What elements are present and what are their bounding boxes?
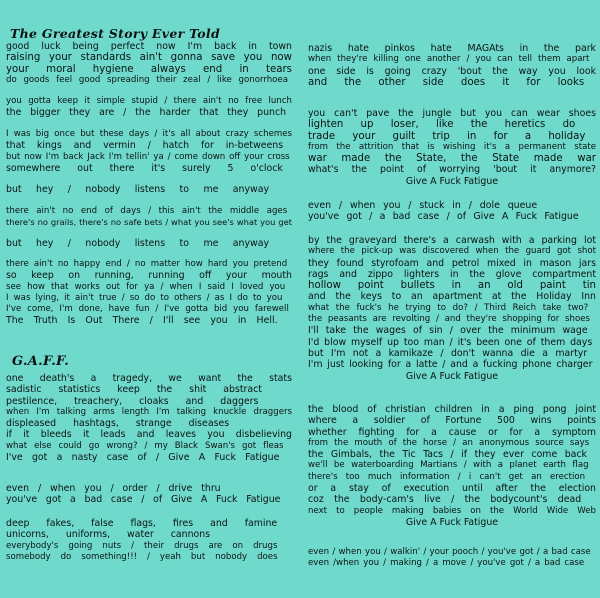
lyric-line: somewhere out there it's surely 5 o'clock	[6, 162, 283, 174]
lyric-line: there's no grails, there's no safe bets / what you see's what you get	[6, 217, 292, 228]
lyric-line: what's the point of worrying 'bout it anymore?	[308, 164, 596, 176]
stanza	[308, 404, 596, 528]
stanza	[6, 373, 292, 463]
lyric-line: I'd blow myself up too man / it's been one of them days	[308, 336, 593, 348]
lyric-line: one death's a tragedy, we want the stats	[6, 373, 292, 384]
lyric-line: from the mouth of the horse / an anonymous source says	[308, 437, 590, 448]
lyric-line: rags and zippo lighters in the glove compartment	[308, 268, 596, 280]
lyric-line: even /when you / making / a move / you've got / a bad case	[308, 558, 585, 569]
stanza	[308, 235, 596, 382]
lyric-line: by the graveyard there's a carwash with a parking lot	[308, 235, 596, 246]
lyric-line: if it bleeds it leads and leaves you disbelieving	[6, 429, 292, 441]
lyric-line: war made the State, the State made war	[308, 153, 596, 165]
lyric-line: and the other side does it for looks	[308, 76, 585, 88]
chorus-line: Give A Fuck Fatigue	[405, 370, 499, 382]
lyric-line: even / when you / stuck in / dole queue	[308, 200, 538, 211]
lyric-line: there ain't no end of days / this ain't the middle ages	[6, 206, 288, 216]
lyric-line: the Gimbals, the Tic Tacs / if they ever come back	[308, 449, 587, 461]
lyric-line: coz the body-cam's live / the bodycount's dead	[308, 494, 582, 506]
stanza	[6, 41, 292, 86]
lyric-line: what else could go wrong? / my Black Swan's got fleas	[6, 440, 284, 451]
lyric-line: the blood of christian children in a ping pong joint	[308, 404, 596, 415]
lyric-line: we'll be waterboarding Martians / with a planet earth flag	[308, 460, 589, 471]
stanza	[6, 259, 292, 327]
lyric-line: but hey / nobody listens to me anyway	[6, 238, 270, 249]
lyric-line: where the pick-up was discovered when the guard got shot	[308, 246, 596, 257]
lyric-line: I've come, I'm done, have fun / I've gotta bid you farewell	[6, 304, 289, 315]
song-title: G.A.F.F.	[12, 354, 70, 369]
lyric-line: when I'm talking arms length I'm talking knuckle draggers	[6, 406, 292, 417]
lyric-line: one side is going crazy 'bout the way you look	[308, 65, 596, 77]
lyric-line: next to people making babies on the World Wide Web	[308, 505, 596, 516]
lyric-line: I've got a nasty case of / Give A Fuck Fatigue	[6, 452, 280, 464]
lyric-line: even / when you / walkin' / your pooch / you've got / a bad case	[308, 547, 591, 557]
stanza	[6, 238, 292, 249]
stanza	[308, 547, 596, 570]
lyric-line: so keep on running, running off your mouth	[6, 270, 292, 282]
lyric-line: good luck being perfect now I'm back in town	[6, 41, 292, 52]
lyric-line: when they're killing one another / you can tell them apart	[308, 54, 590, 65]
lyric-line: everybody's going nuts / their drugs are on drugs	[6, 540, 278, 551]
lyric-line: whether fighting for a cause or for a symptom	[308, 426, 596, 438]
chorus-line: Give A Fuck Fatigue	[405, 175, 499, 187]
lyric-line: I'll take the wages of sin / over the minimum wage	[308, 325, 588, 337]
lyric-line: do goods feel good spreading their zeal / like gonorrhoea	[6, 74, 288, 85]
lyric-line: I was lying, it ain't true / so do to others / as I do to you	[6, 292, 283, 303]
lyric-line: deep fakes, false flags, fires and famine	[6, 518, 278, 529]
lyric-line: the peasants are revolting / and they're shopping for shoes	[308, 314, 591, 325]
lyric-line: but now I'm back Jack I'm tellin' ya / come down off your cross	[6, 151, 290, 162]
stanza	[6, 518, 292, 563]
lyric-line: lighten up loser, like the heretics do	[308, 119, 576, 131]
song-title: The Greatest Story Ever Told	[10, 26, 221, 41]
lyric-line: trade your guilt trip in for a holiday	[308, 130, 586, 142]
stanza	[6, 206, 292, 229]
lyric-line: and the keys to an apartment at the Holiday Inn	[308, 291, 596, 303]
lyric-line: raising your standards ain't gonna save you now	[6, 52, 292, 64]
lyric-line: there's too much information / i can't get an erection	[308, 471, 586, 482]
lyric-line: the bigger they are / the harder that they punch	[6, 107, 287, 119]
chorus-line: Give A Fuck Fatigue	[405, 516, 499, 528]
lyric-line: The Truth Is Out There / I'll see you in Hell.	[6, 315, 278, 327]
lyric-line: you've got / a bad case / of Give A Fuck Fatigue	[308, 211, 579, 223]
lyric-line: that kings and vermin / hatch for in-betweens	[6, 140, 284, 152]
lyric-line: you've got a bad case / of Give A Fuck Fatigue	[6, 494, 281, 506]
lyric-line: they found styrofoam and petrol mixed in mason jars	[308, 257, 596, 269]
lyric-line: nazis hate pinkos hate MAGAts in the park	[308, 43, 596, 54]
stanza	[6, 184, 292, 195]
stanza	[6, 96, 292, 119]
lyric-line: from the attrition that is wishing it's a permanent state	[308, 141, 596, 152]
stanza	[308, 200, 596, 223]
lyric-line: your moral hygiene always end in tears	[6, 63, 292, 75]
lyric-line: what the fuck's he trying to do? / Third Reich take two?	[308, 302, 589, 313]
stanza	[6, 129, 292, 174]
lyric-line: I'm just looking for a latte / and a fucking phone charger	[308, 359, 593, 371]
lyric-line: hollow point bullets in an old paint tin	[308, 280, 596, 292]
lyric-line: somebody do something!!! / yeah but nobody does	[6, 551, 278, 562]
lyric-line: but hey / nobody listens to me anyway	[6, 184, 270, 195]
lyric-line: pestilence, treachery, cloaks and daggers	[6, 395, 259, 407]
lyric-line: there ain't no happy end / no matter how hard you pretend	[6, 259, 288, 269]
lyric-line: where a soldier of Fortune 500 wins points	[308, 415, 596, 427]
lyric-line: you gotta keep it simple stupid / there ain't no free lunch	[6, 96, 292, 106]
stanza	[308, 108, 596, 187]
lyric-line: or a stay of execution until after the election	[308, 483, 596, 495]
lyric-line: sadistic statistics keep the shit abstract	[6, 384, 262, 396]
lyric-line: but I'm not a kamikaze / don't wanna die a martyr	[308, 347, 588, 359]
stanza	[308, 43, 596, 88]
lyric-line: I was big once but these days / it's all about crazy schemes	[6, 129, 292, 139]
stanza	[6, 483, 292, 506]
lyric-line: even / when you / order / drive thru	[6, 483, 221, 494]
lyric-line: displeased hashtags, strange diseases	[6, 418, 230, 430]
lyric-line: you can't pave the jungle but you can wear shoes	[308, 108, 596, 119]
lyric-line: unicorns, uniforms, water cannons	[6, 529, 211, 541]
lyric-line: see how that works out for ya / when I said I loved you	[6, 281, 286, 292]
